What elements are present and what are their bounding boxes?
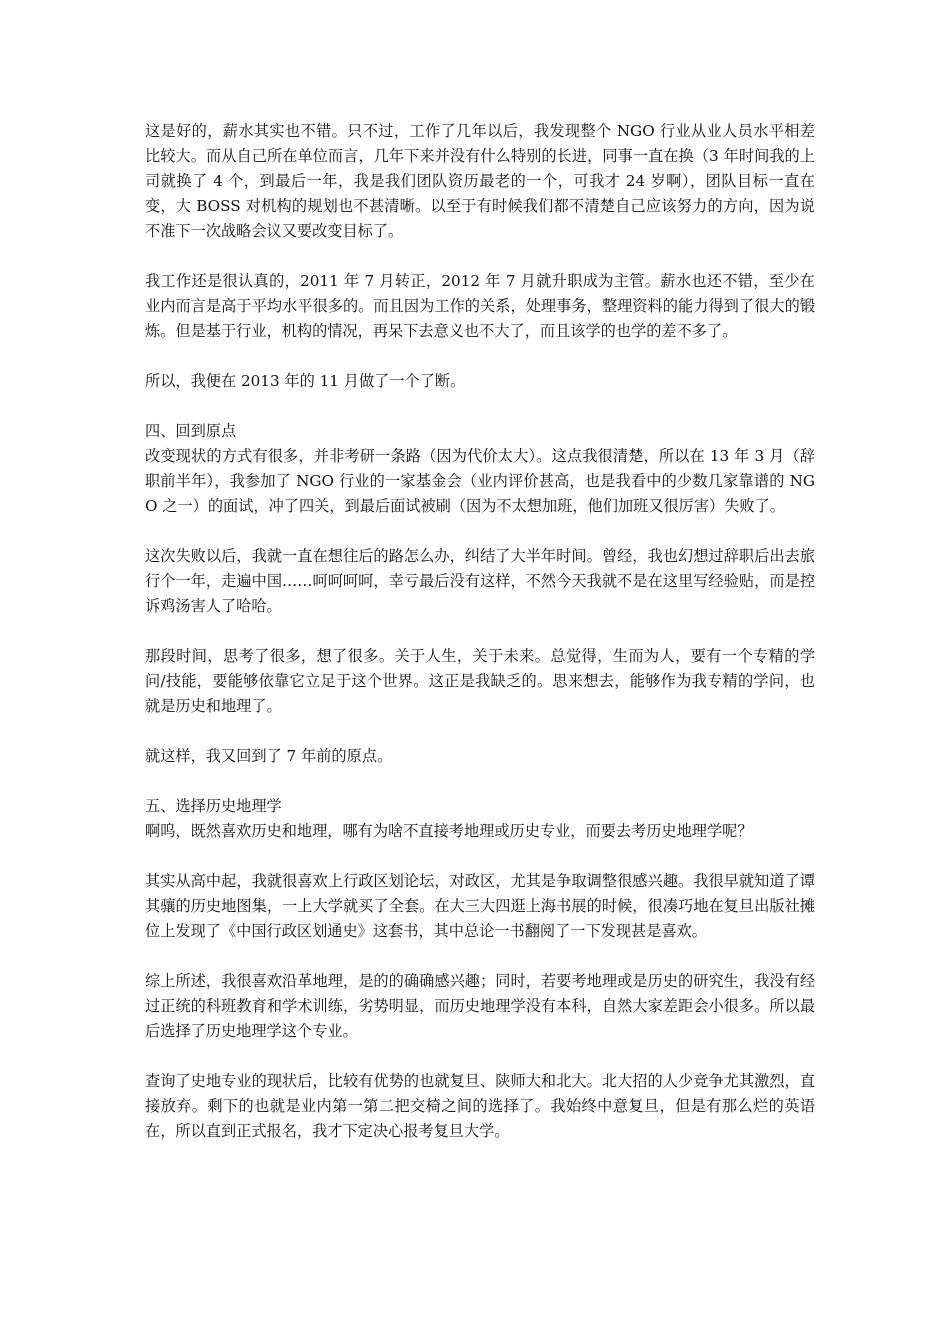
paragraph-spacer — [145, 844, 815, 869]
section-heading: 五、选择历史地理学 — [145, 797, 282, 815]
paragraph: 就这样，我又回到了 7 年前的原点。 — [145, 747, 393, 765]
paragraph-spacer — [145, 719, 815, 744]
paragraph-spacer — [145, 394, 815, 419]
paragraph: 改变现状的方式有很多，并非考研一条路（因为代价太大）。这点我很清楚，所以在 13 年 3 月（辞职前半年），我参加了 NGO 行业的一家基金会（业内评价甚高，也是我看中的少数几家靠谱的 NGO 之一）的面试，冲了四关，到最后面试被刷（因为不太想加班，他们加班又很厉害）失败了。 — [145, 447, 815, 515]
paragraph-spacer — [145, 344, 815, 369]
paragraph: 这次失败以后，我就一直在想往后的路怎么办，纠结了大半年时间。曾经，我也幻想过辞职后出去旅行个一年，走遍中国……呵呵呵呵，幸亏最后没有这样，不然今天我就不是在这里写经验贴，而是控诉鸡汤害人了哈哈。 — [145, 547, 815, 615]
paragraph: 我工作还是很认真的，2011 年 7 月转正，2012 年 7 月就升职成为主管。薪水也还不错，至少在业内而言是高于平均水平很多的。而且因为工作的关系，处理事务，整理资料的能力得到了很大的锻炼。但是基于行业，机构的情况，再呆下去意义也不大了，而且该学的也学的差不多了。 — [145, 272, 815, 340]
paragraph-spacer — [145, 519, 815, 544]
paragraph-spacer — [145, 244, 815, 269]
paragraph-spacer — [145, 944, 815, 969]
paragraph: 啊呜，既然喜欢历史和地理，哪有为啥不直接考地理或历史专业，而要去考历史地理学呢？ — [145, 822, 753, 840]
paragraph-spacer — [145, 619, 815, 644]
paragraph-spacer — [145, 1044, 815, 1069]
paragraph: 那段时间，思考了很多，想了很多。关于人生，关于未来。总觉得，生而为人，要有一个专精的学问/技能，要能够依靠它立足于这个世界。这正是我缺乏的。思来想去，能够作为我专精的学问，也就是历史和地理了。 — [145, 647, 815, 715]
document-page — [145, 119, 815, 1144]
paragraph: 这是好的，薪水其实也不错。只不过，工作了几年以后，我发现整个 NGO 行业从业人员水平相差比较大。而从自己所在单位而言，几年下来并没有什么特别的长进，同事一直在换（3 年时间我的上司就换了 4 个，到最后一年，我是我们团队资历最老的一个，可我才 24 岁啊），团队目标一直在变，大 BOSS 对机构的规划也不甚清晰。以至于有时候我们都不清楚自己应该努力的方向，因为说不准下一次战略会议又要改变目标了。 — [145, 122, 815, 240]
paragraph: 其实从高中起，我就很喜欢上行政区划论坛，对政区，尤其是争取调整很感兴趣。我很早就知道了谭其骧的历史地图集，一上大学就买了全套。在大三大四逛上海书展的时候，很凑巧地在复旦出版社摊位上发现了《中国行政区划通史》这套书，其中总论一书翻阅了一下发现甚是喜欢。 — [145, 872, 815, 940]
paragraph: 查询了史地专业的现状后，比较有优势的也就复旦、陕师大和北大。北大招的人少竞争尤其激烈，直接放弃。剩下的也就是业内第一第二把交椅之间的选择了。我始终中意复旦，但是有那么烂的英语在，所以直到正式报名，我才下定决心报考复旦大学。 — [145, 1072, 815, 1140]
paragraph: 所以，我便在 2013 年的 11 月做了一个了断。 — [145, 372, 466, 390]
paragraph: 综上所述，我很喜欢沿革地理，是的的确确感兴趣；同时，若要考地理或是历史的研究生，我没有经过正统的科班教育和学术训练，劣势明显，而历史地理学没有本科，自然大家差距会小很多。所以最后选择了历史地理学这个专业。 — [145, 972, 815, 1040]
section-heading: 四、回到原点 — [145, 422, 237, 440]
paragraph-spacer — [145, 769, 815, 794]
